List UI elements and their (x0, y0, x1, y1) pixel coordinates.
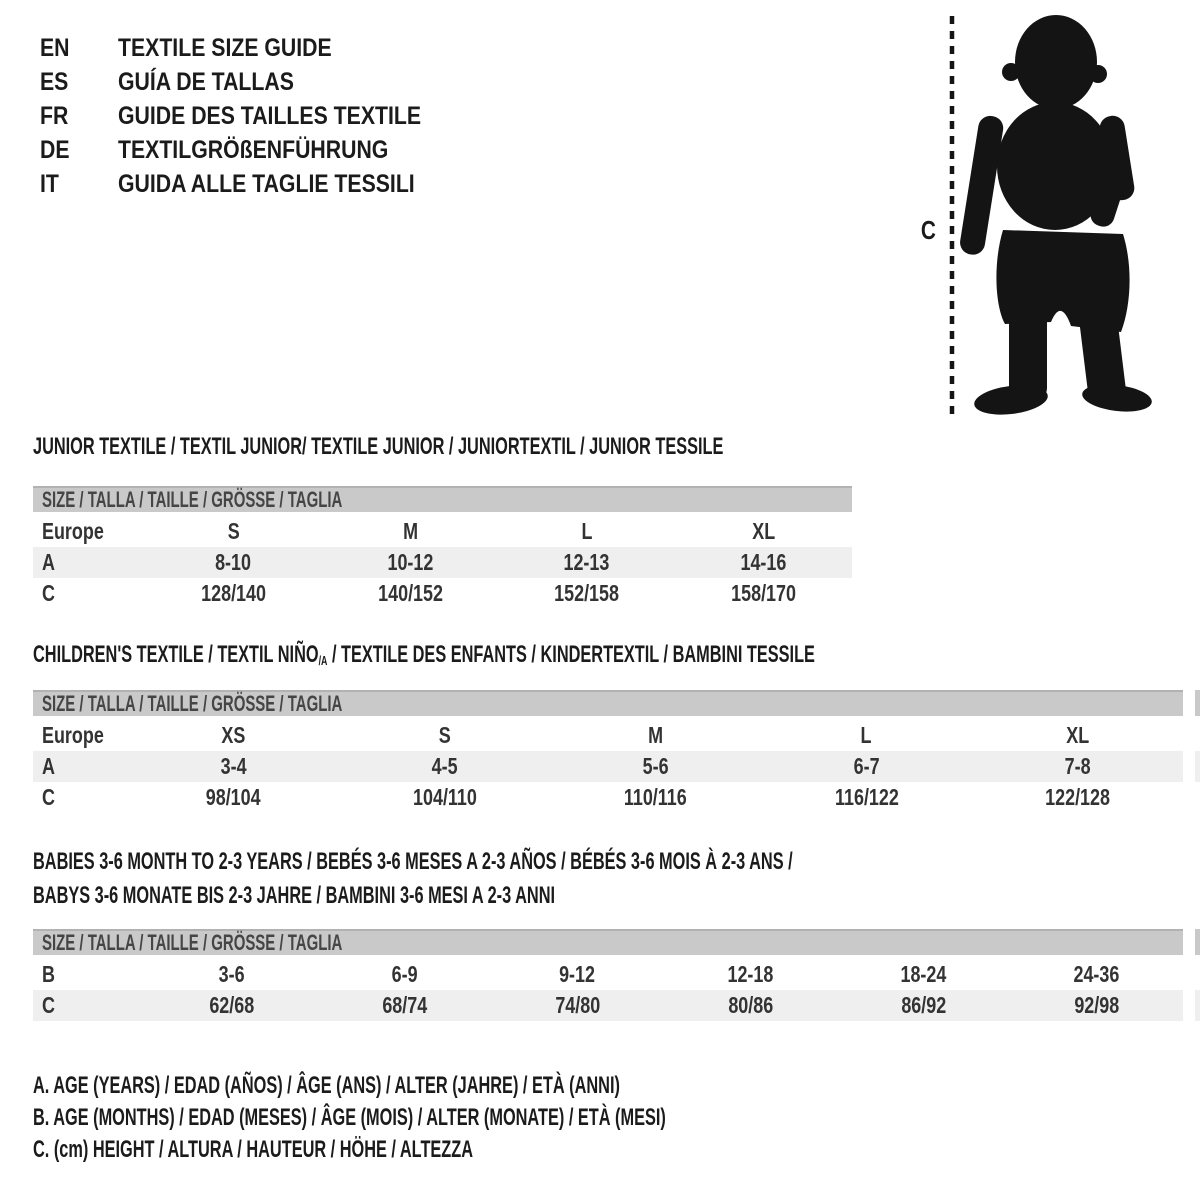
table-cell (318, 992, 491, 1019)
table-cell (972, 753, 1183, 780)
lang-item-en (40, 31, 475, 65)
lang-item-fr (40, 99, 475, 133)
row-label (33, 784, 128, 811)
lang-code: DE (40, 135, 70, 164)
table-cell-text: 7-8 (1064, 753, 1091, 779)
table-cell (339, 753, 550, 780)
toddler-silhouette (905, 8, 1170, 423)
table-cell-text: 128/140 (200, 580, 266, 606)
table-cell-text: S (227, 518, 240, 544)
table-cell (550, 753, 761, 780)
table-cell-text: 8-10 (215, 549, 252, 575)
table-row-c (33, 990, 1183, 1021)
table-cell-text: 14-16 (740, 549, 787, 575)
table-cell-text: 4-5 (431, 753, 458, 779)
row-label-text: Europe (42, 722, 104, 748)
table-cell-text: 86/92 (901, 992, 946, 1018)
row-label-text: C (42, 992, 55, 1018)
lang-label: TEXTILGRÖßENFÜHRUNG (118, 135, 389, 164)
table-row-europe (33, 516, 852, 547)
size-header-bar (33, 690, 1183, 716)
row-label (33, 722, 128, 749)
table-cell-text: L (861, 722, 872, 748)
row-label (33, 992, 145, 1019)
table-cell-text: 68/74 (382, 992, 427, 1018)
table-row-c (33, 578, 852, 609)
table-row-b (33, 959, 1183, 990)
lang-label: GUIDE DES TAILLES TEXTILE (118, 101, 422, 130)
table-cell (837, 961, 1010, 988)
table-row-c (33, 782, 1183, 813)
table-cell (322, 580, 499, 607)
size-header-text: SIZE / TALLA / TAILLE / GRÖSSE / TAGLIA (42, 930, 343, 955)
table-cell-text: 122/128 (1045, 784, 1110, 810)
table-cell-text: XL (752, 518, 776, 544)
row-label (33, 549, 145, 576)
table-cell (145, 580, 322, 607)
row-label (33, 518, 145, 545)
table-edge-fragment (1195, 990, 1200, 1021)
table-row-a (33, 547, 852, 578)
table-cell (339, 784, 550, 811)
table-cell-text: 9-12 (559, 961, 596, 987)
size-header-bar (33, 486, 852, 512)
nino-a-subscript: /A (318, 653, 328, 668)
lang-code: ES (40, 67, 69, 96)
table-cell (145, 549, 322, 576)
table-cell (664, 992, 837, 1019)
height-label-c: C (920, 215, 936, 245)
legend-line-a: A. AGE (YEARS) / EDAD (AÑOS) / ÂGE (ANS) / ALTER (JAHRE) / ETÀ (ANNI) (33, 1072, 620, 1099)
table-cell (128, 753, 339, 780)
row-label-text: C (42, 580, 55, 606)
table-cell-text: 3-4 (220, 753, 247, 779)
lang-label: GUIDA ALLE TAGLIE TESSILI (118, 169, 415, 198)
row-label-text: A (42, 549, 55, 575)
table-cell (550, 784, 761, 811)
table-cell (499, 580, 676, 607)
legend-line-b: B. AGE (MONTHS) / EDAD (MESES) / ÂGE (MOIS) / ALTER (MONATE) / ETÀ (MESI) (33, 1104, 666, 1131)
table-cell (664, 961, 837, 988)
table-cell-text: 3-6 (218, 961, 245, 987)
table-cell (322, 549, 499, 576)
table-cell-text: S (438, 722, 451, 748)
table-cell-text: 110/116 (624, 784, 687, 810)
legend (33, 1070, 964, 1166)
size-header-bar (33, 929, 1183, 955)
table-cell (675, 549, 852, 576)
table-cell (491, 961, 664, 988)
table-cell-text: 24-36 (1073, 961, 1120, 987)
lang-item-de (40, 133, 475, 167)
table-cell-text: 6-7 (853, 753, 880, 779)
lang-code: FR (40, 101, 69, 130)
table-cell (761, 784, 972, 811)
table-cell (128, 784, 339, 811)
row-label-text: Europe (42, 518, 104, 544)
table-cell (550, 722, 761, 749)
table-cell-text: 18-24 (900, 961, 947, 987)
table-cell-text: 98/104 (206, 784, 261, 810)
babies-size-table (33, 929, 1183, 1021)
table-edge-fragment (1195, 929, 1200, 955)
table-cell (837, 992, 1010, 1019)
table-cell-text: L (581, 518, 593, 544)
row-label-text: C (42, 784, 55, 810)
table-cell (318, 961, 491, 988)
table-cell-text: XL (1066, 722, 1089, 748)
table-cell-text: XS (221, 722, 246, 748)
lang-label: GUÍA DE TALLAS (118, 67, 294, 96)
lang-item-es (40, 65, 475, 99)
row-label (33, 961, 145, 988)
section-heading-junior: JUNIOR TEXTILE / TEXTIL JUNIOR/ TEXTILE JUNIOR / JUNIORTEXTIL / JUNIOR TESSILE (33, 433, 724, 460)
junior-size-table (33, 486, 852, 609)
table-cell-text: 140/152 (377, 580, 443, 606)
row-label-text: B (42, 961, 55, 987)
size-header-text: SIZE / TALLA / TAILLE / GRÖSSE / TAGLIA (42, 691, 343, 716)
table-cell (145, 961, 318, 988)
table-cell-text: 152/158 (554, 580, 620, 606)
row-label (33, 580, 145, 607)
table-cell-text: M (402, 518, 418, 544)
section-heading-babies: BABIES 3-6 MONTH TO 2-3 YEARS / BEBÉS 3-6 MESES A 2-3 AÑOS / BÉBÉS 3-6 MOIS À 2-3 ANS / BABYS 3-6 MONATE BIS 2-3 JAHRE / BAMBINI 3-6 MESI A 2-3 ANNI (33, 848, 793, 909)
table-edge-fragment (1195, 751, 1200, 782)
lang-code: IT (40, 169, 59, 198)
row-label (33, 753, 128, 780)
table-cell (972, 784, 1183, 811)
table-cell (1010, 961, 1183, 988)
table-cell (145, 992, 318, 1019)
legend-line-c: C. (cm) HEIGHT / ALTURA / HAUTEUR / HÖHE / ALTEZZA (33, 1136, 474, 1163)
children-size-table (33, 690, 1183, 813)
table-cell (972, 722, 1183, 749)
table-cell (761, 722, 972, 749)
table-row-europe (33, 720, 1183, 751)
table-cell (128, 722, 339, 749)
row-label-text: A (42, 753, 55, 779)
table-edge-fragment (1195, 690, 1200, 716)
lang-item-it (40, 167, 475, 201)
table-cell-text: 5-6 (642, 753, 669, 779)
table-cell (675, 518, 852, 545)
table-cell (145, 518, 322, 545)
language-list (40, 31, 475, 201)
table-cell-text: 12-13 (563, 549, 610, 575)
table-cell (675, 580, 852, 607)
table-cell-text: 74/80 (555, 992, 600, 1018)
table-cell (1010, 992, 1183, 1019)
table-cell-text: 12-18 (727, 961, 774, 987)
table-cell (499, 549, 676, 576)
size-header-text: SIZE / TALLA / TAILLE / GRÖSSE / TAGLIA (42, 487, 343, 512)
table-cell-text: 10-12 (387, 549, 434, 575)
table-cell (322, 518, 499, 545)
table-cell-text: 6-9 (391, 961, 418, 987)
table-cell (339, 722, 550, 749)
toddler-body (958, 15, 1153, 418)
table-cell-text: 158/170 (731, 580, 797, 606)
table-cell-text: 116/122 (834, 784, 899, 810)
table-row-a (33, 751, 1183, 782)
table-cell-text: 80/86 (728, 992, 773, 1018)
lang-label: TEXTILE SIZE GUIDE (118, 33, 332, 62)
table-cell (491, 992, 664, 1019)
table-cell-text: 92/98 (1074, 992, 1119, 1018)
table-cell-text: M (648, 722, 663, 748)
table-cell (499, 518, 676, 545)
table-cell-text: 104/110 (412, 784, 477, 810)
section-heading-children: CHILDREN'S TEXTILE / TEXTIL NIÑO/A / TEXTILE DES ENFANTS / KINDERTEXTIL / BAMBINI TESSILE (33, 641, 815, 668)
lang-code: EN (40, 33, 70, 62)
table-cell-text: 62/68 (209, 992, 254, 1018)
table-cell (761, 753, 972, 780)
